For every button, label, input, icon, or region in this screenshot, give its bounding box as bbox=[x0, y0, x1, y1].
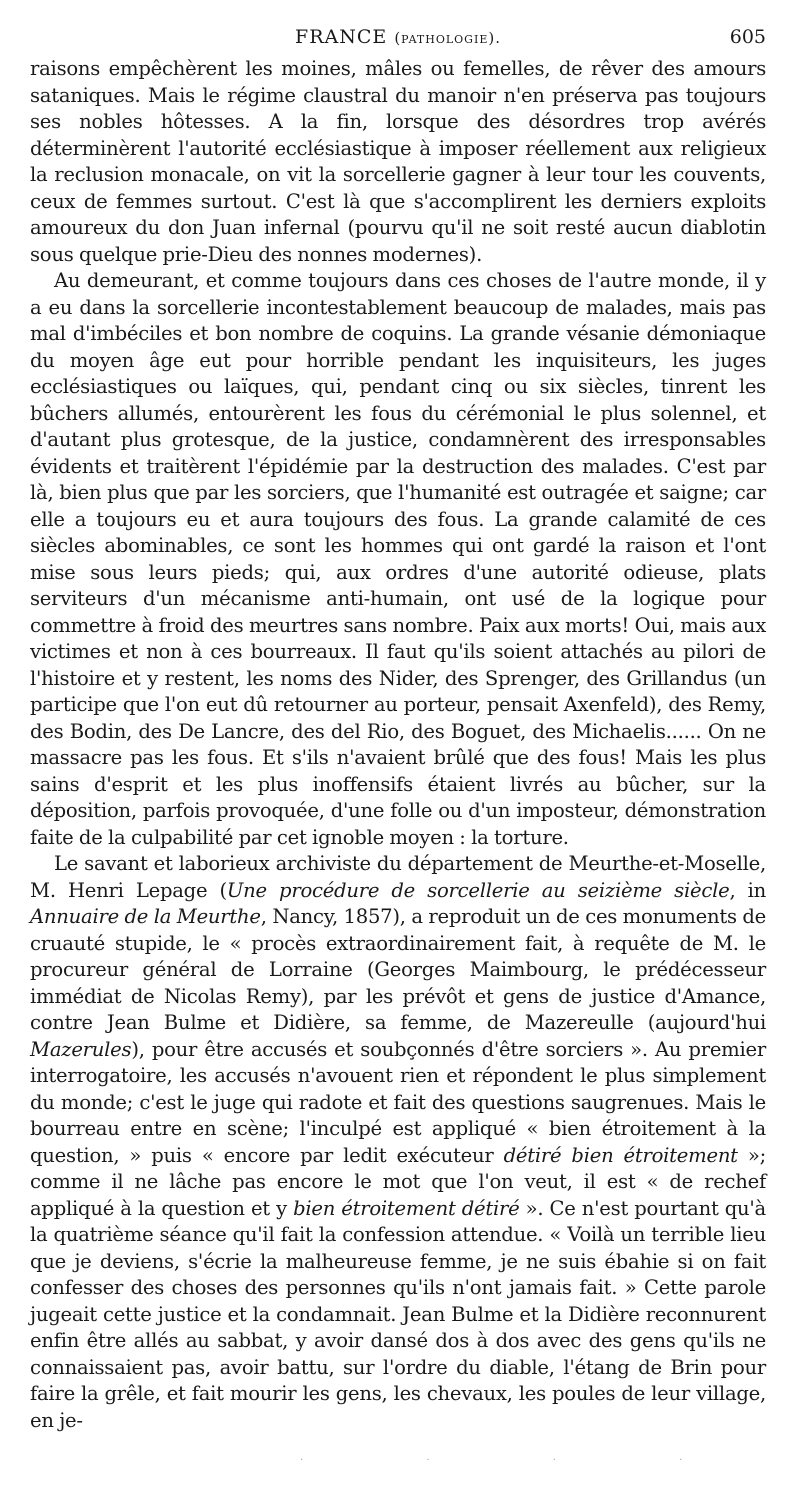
text-run: ». Ce n'est pourtant qu'à la quatrième séance qu'il fait la confession attendue. « Voilà un terrible lieu que je deviens, s'écrie la malheureuse femme, je ne suis ébahie si on fait confesser des choses des personnes qu'ils n'ont jamais fait. » Cette parole jugeait cette justice et la condamnait. Jean Bulme et la Didière reconnurent enfin être allés au sabbat, y avoir dansé dos à dos avec des gens qu'ils ne connaissaient pas, avoir battu, sur l'ordre du diable, l'étang de Brin pour faire la grêle, et fait mourir les gens, les chevaux, les poules de leur village, en je- bbox=[30, 1196, 766, 1432]
paragraph bbox=[30, 851, 766, 1434]
italic-title: Annuaire de la Meurthe bbox=[30, 905, 261, 928]
text-run: »; comme il ne lâche pas encore le mot que l'on veut, il est « de rechef appliqué à la question et y bbox=[30, 1143, 766, 1220]
running-title bbox=[30, 26, 766, 48]
italic-title: Mazerules bbox=[30, 1037, 132, 1061]
running-title-main: FRANCE bbox=[295, 26, 388, 48]
paragraph bbox=[30, 268, 766, 851]
text-run: Le savant et laborieux archiviste du département de Meurthe-et-Moselle, M. Henri Lepage ( bbox=[30, 852, 766, 902]
paragraph bbox=[30, 56, 766, 268]
text-run: ), pour être accusés et soubçonnés d'être sorciers ». Au premier interrogatoire, les accusés n'avouent rien et répondent le plus simplement du monde; c'est le juge qui radote et fait des questions saugrenues. Mais le bourreau entre en scène; l'inculpé est appliqué « bien étroitement à la question, » puis « encore par ledit exécuteur bbox=[30, 1037, 766, 1167]
text-run: Au demeurant, et comme toujours dans ces choses de l'autre monde, il y a eu dans la sorcellerie incontestablement beaucoup de malades, mais pas mal d'imbéciles et bon nombre de coquins. La grande vésanie démoniaque du moyen âge eut pour horrible pendant les inquisiteurs, les juges ecclésiastiques ou laïques, qui, pendant cinq ou six siècles, tinrent les bûchers allumés, entourèrent les fous du cérémonial le plus solennel, et d'autant plus grotesque, de la justice, condamnèrent des irresponsables évidents et traitèrent l'épidémie par la destruction des malades. C'est par là, bien plus que par les sorciers, que l'humanité est outragée et saigne; car elle a toujours eu et aura toujours des fous. La grande calamité de ces siècles abominables, ce sont les hommes qui ont gardé la raison et l'ont mise sous leurs pieds; qui, aux ordres d'une autorité odieuse, plats serviteurs d'un mécanisme anti-humain, ont usé de la logique pour commettre à froid des meurtres sans nombre. Paix aux morts! Oui, mais aux victimes et non à ces bourreaux. Il faut qu'ils soient attachés au pilori de l'histoire et y restent, les noms des Nider, des Sprenger, des Grillandus (un participe que l'on eut dû retourner au porteur, pensait Axenfeld), des Remy, des Bodin, des De Lancre, des del Rio, des Boguet, des Michaelis...... On ne massacre pas les fous. Et s'ils n'avaient brûlé que des fous! Mais les plus sains d'esprit et les plus inoffensifs étaient livrés au bûcher, sur la déposition, parfois provoquée, d'une folle ou d'un imposteur, démonstration faite de la culpabilité par cet ignoble moyen : la torture. bbox=[30, 269, 766, 849]
text-run: , Nancy, 1857), a reproduit un de ces monuments de cruauté stupide, le « procès extraordinairement fait, à requête de M. le procureur général de Lorraine (Georges Maimbourg, le prédécesseur immédiat de Nicolas Remy), par les prévôt et gens de justice d'Amance, contre Jean Bulme et Didière, sa femme, de Mazereulle (aujourd'hui bbox=[30, 905, 766, 1034]
body-text bbox=[30, 56, 766, 1434]
running-title-section: (pathologie). bbox=[394, 29, 501, 47]
book-page bbox=[30, 26, 766, 1434]
text-run: raisons empêchèrent les moines, mâles ou femelles, de rêver des amours sataniques. Mais le régime claustral du manoir n'en préserva pas toujours ses nobles hôtesses. A la fin, lorsque des désordres trop avérés déterminèrent l'autorité ecclésiastique à imposer réellement aux religieux la reclusion monacale, on vit la sorcellerie gagner à leur tour les couvents, ceux de femmes surtout. C'est là que s'accomplirent les derniers exploits amoureux du don Juan infernal (pourvu qu'il ne soit resté aucun diablotin sous quelque prie-Dieu des nonnes modernes). bbox=[30, 57, 766, 266]
italic-title: Une procédure de sorcellerie au seizième siècle bbox=[226, 878, 730, 902]
text-run: , in bbox=[729, 878, 766, 902]
italic-title: bien étroitement détiré bbox=[293, 1196, 520, 1220]
running-head bbox=[30, 26, 766, 56]
italic-title: détiré bien étroitement bbox=[503, 1143, 738, 1167]
footer-specks: · · · · bbox=[300, 1455, 743, 1466]
page-number: 605 bbox=[729, 26, 766, 48]
